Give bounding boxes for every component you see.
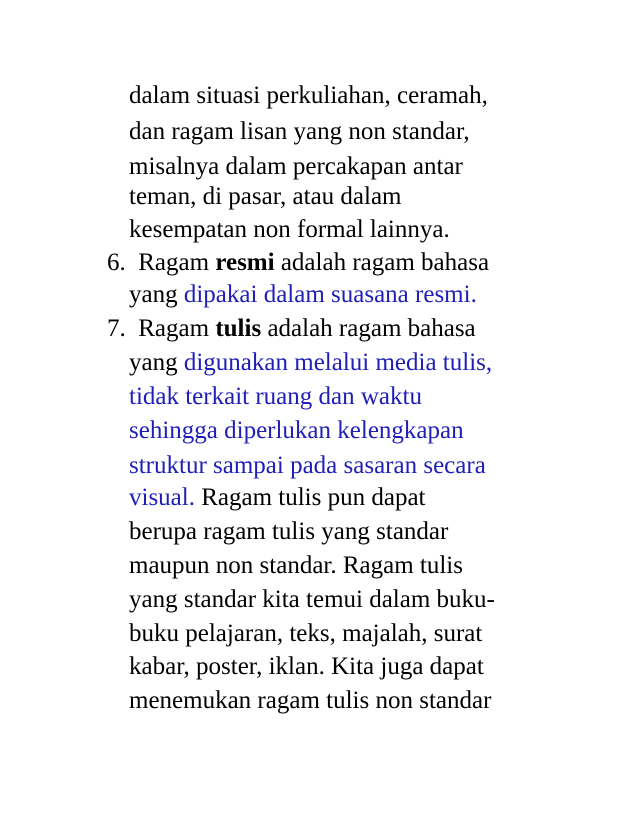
text-line: berupa ragam tulis yang standar [129, 518, 449, 545]
text-line: dalam situasi perkuliahan, ceramah, [129, 82, 488, 109]
text-line: menemukan ragam tulis non standar [129, 687, 492, 714]
highlight-text: digunakan melalui media tulis, [183, 349, 493, 376]
highlight-line: struktur sampai pada sasaran secara [129, 452, 486, 479]
list-number: 7. [107, 315, 126, 342]
highlight-line: tidak terkait ruang dan waktu [129, 383, 422, 410]
text-line: maupun non standar. Ragam tulis [129, 552, 463, 579]
text-line [129, 280, 477, 310]
list-item-6 [107, 248, 489, 278]
list-number: 6. [107, 249, 126, 276]
highlight-line: sehingga diperlukan kelengkapan [129, 417, 464, 444]
text-span: adalah ragam bahasa [267, 315, 476, 342]
list-item-7 [107, 314, 476, 344]
text-line: yang standar kita temui dalam buku- [129, 586, 495, 613]
text-span: Ragam tulis pun dapat [201, 484, 426, 511]
text-line: teman, di pasar, atau dalam [129, 183, 402, 210]
text-line: dan ragam lisan yang non standar, [129, 118, 470, 145]
text-line: kesempatan non formal lainnya. [129, 216, 450, 243]
text-span: yang [129, 349, 178, 376]
text-line: kabar, poster, iklan. Kita juga dapat [129, 653, 484, 680]
text-line [129, 483, 426, 513]
term-bold: tulis [215, 315, 262, 342]
text-span: Ragam [138, 315, 210, 342]
text-line: misalnya dalam percakapan antar [129, 153, 463, 180]
text-span: Ragam [138, 249, 210, 276]
text-span: yang [129, 281, 178, 308]
text-line: buku pelajaran, teks, majalah, surat [129, 620, 483, 647]
term-bold: resmi [215, 249, 275, 276]
text-span: adalah ragam bahasa [280, 249, 490, 276]
highlight-text: visual. [129, 484, 195, 511]
text-line [129, 348, 492, 378]
highlight-text: dipakai dalam suasana resmi. [183, 281, 477, 308]
